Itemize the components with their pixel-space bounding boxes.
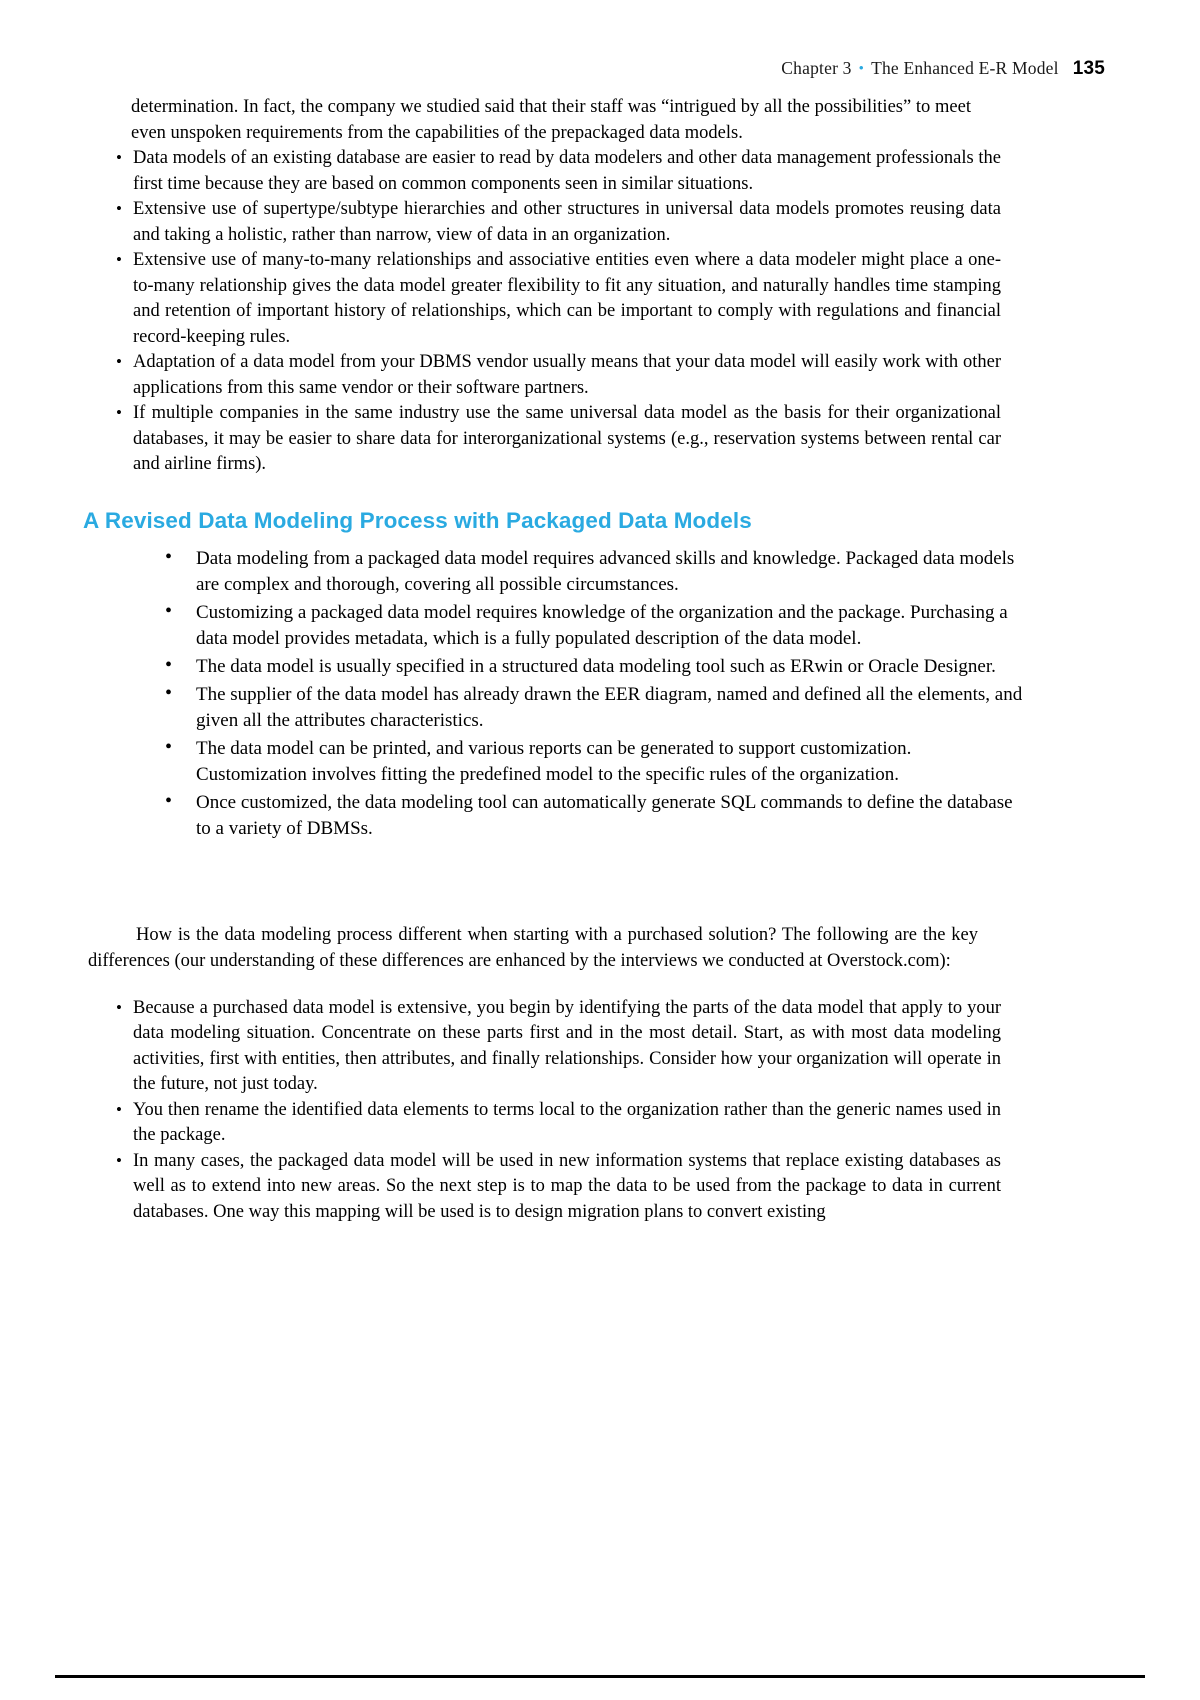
page-content [83,95,1048,1225]
list-item: • Data models of an existing database are easier to read by data modelers and other data management professionals the first time because they are based on common components seen in similar situations. [116,146,1001,197]
list-item: • Customizing a packaged data model requires knowledge of the organization and the package. Purchasing a data model provides metadata, which is a fully populated description of the data model. [163,600,1023,652]
list-item: • If multiple companies in the same industry use the same universal data model as the basis for their organizational databases, it may be easier to share data for interorganizational systems (e.g., reservation systems between rental car and airline firms). [116,401,1001,478]
running-head-chapter: Chapter 3 [781,58,852,78]
list-item: • Extensive use of supertype/subtype hierarchies and other structures in universal data models promotes reusing data and taking a holistic, rather than narrow, view of data in an organization. [116,197,1001,248]
list-item: • Data modeling from a packaged data model requires advanced skills and knowledge. Packaged data models are complex and thorough, covering all possible circumstances. [163,546,1023,598]
transition-paragraph: How is the data modeling process different when starting with a purchased solution? The following are the key differences (our understanding of these differences are enhanced by the interviews we conducted at Overstock.com): [88,924,978,971]
list-item: • You then rename the identified data elements to terms local to the organization rather than the generic names used in the package. [116,1098,1001,1149]
footer-rule [55,1675,1145,1678]
section-gap [88,844,1048,922]
continued-paragraph: determination. In fact, the company we studied said that their staff was “intrigued by all the possibilities” to meet even unspoken requirements from the capabilities of the prepackaged data models. [131,97,971,143]
list-item: • Adaptation of a data model from your DBMS vendor usually means that your data model will easily work with other applications from this same vendor or their software partners. [116,350,1001,401]
list-item: • Once customized, the data modeling tool can automatically generate SQL commands to define the database to a variety of DBMSs. [163,790,1023,842]
list-item: • The data model can be printed, and various reports can be generated to support customization. Customization involves fitting the predefined model to the specific rules of the organization. [163,736,1023,788]
page-number: 135 [1072,58,1105,79]
list-item: • Because a purchased data model is extensive, you begin by identifying the parts of the data model that apply to your data modeling situation. Concentrate on these parts first and in the most detail. Start, as with most data modeling activities, first with entities, then attributes, and finally relationships. Consider how your organization will operate in the future, not just today. [116,996,1001,1098]
list-item: • The supplier of the data model has already drawn the EER diagram, named and defined all the elements, and given all the attributes characteristics. [163,682,1023,734]
list-item: • Extensive use of many-to-many relationships and associative entities even where a data modeler might place a one-to-many relationship gives the data model greater flexibility to fit any situation, and naturally handles time stamping and retention of important history of relationships, which can be important to comply with regulations and financial record-keeping rules. [116,248,1001,350]
list-item: • In many cases, the packaged data model will be used in new information systems that replace existing databases as well as to extend into new areas. So the next step is to map the data to be used from the package to data in current databases. One way this mapping will be used is to design migration plans to convert existing [116,1149,1001,1226]
running-head-separator: • [858,61,865,77]
section-heading: A Revised Data Modeling Process with Packaged Data Models [83,507,752,533]
process-list [163,546,1023,842]
running-head-title: The Enhanced E-R Model [871,58,1059,78]
list-item: • The data model is usually specified in a structured data modeling tool such as ERwin or Oracle Designer. [163,654,1023,680]
advantages-list [116,146,1001,478]
paragraph-spacer [88,974,1048,996]
differences-list [116,996,1001,1226]
running-head [781,58,1105,80]
